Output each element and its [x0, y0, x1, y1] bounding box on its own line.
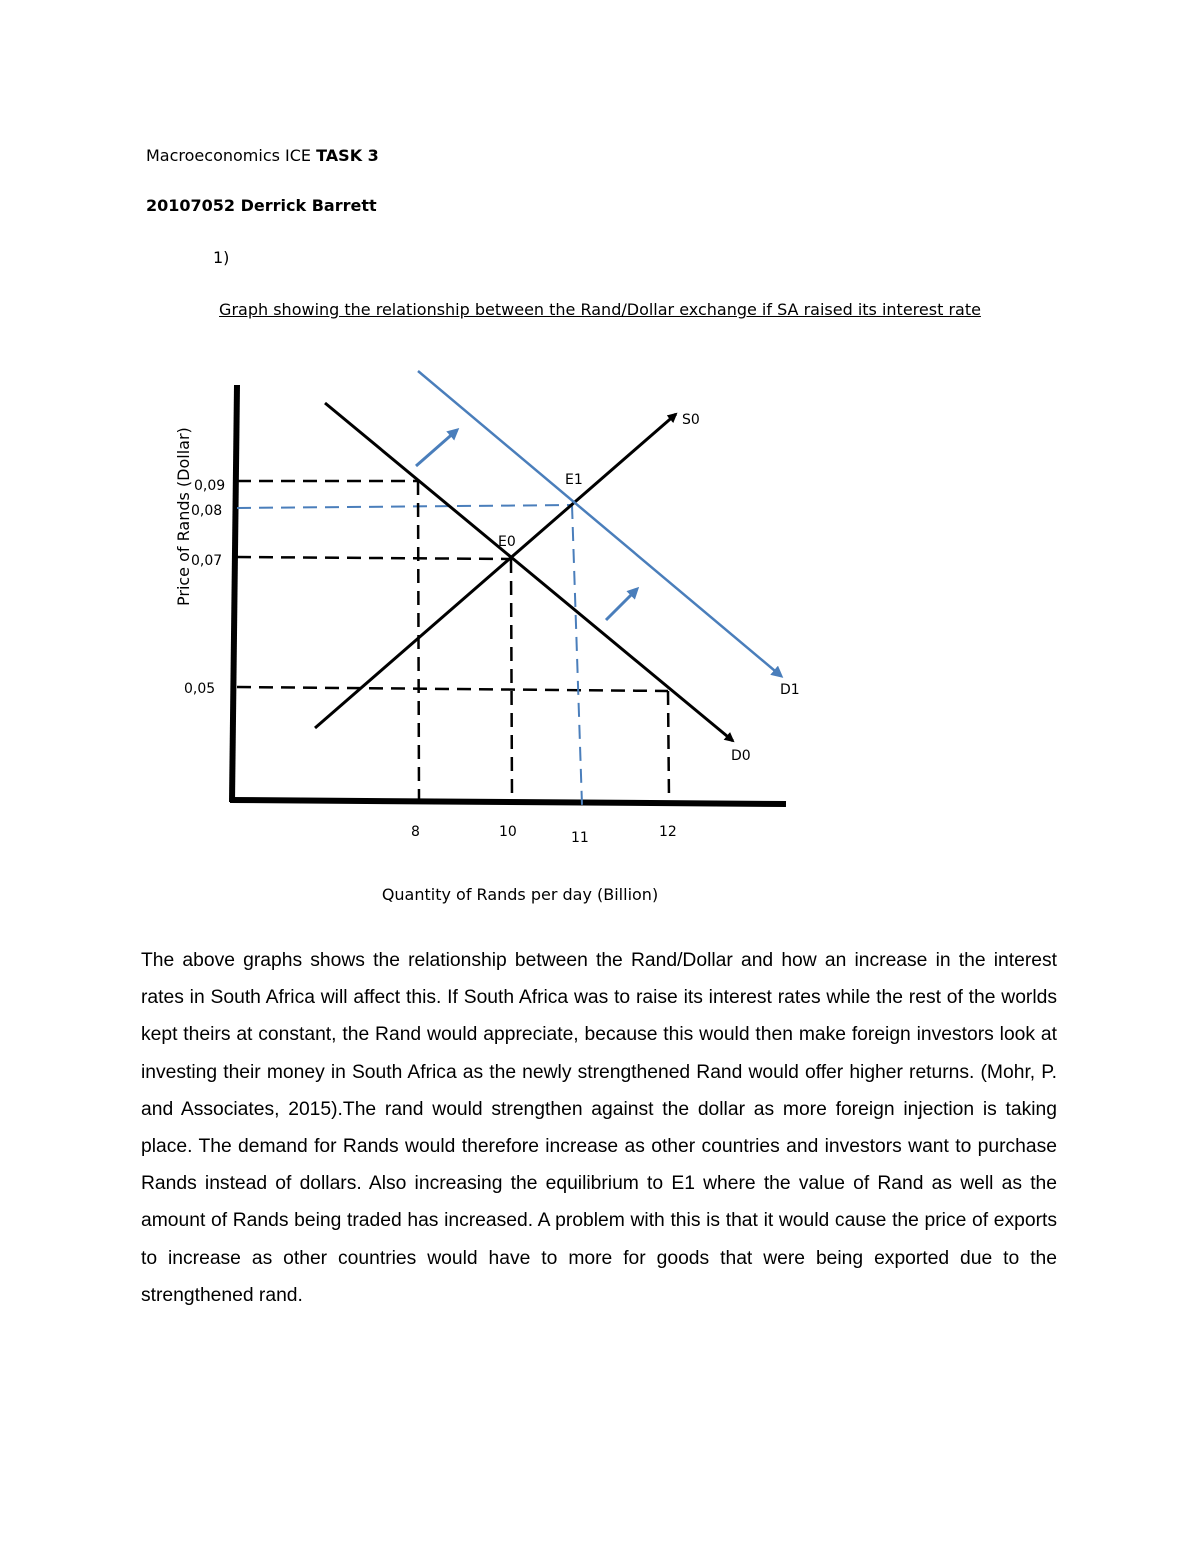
- x-tick-11: 11: [571, 830, 589, 846]
- supply-curve-s0: [315, 414, 676, 728]
- shift-arrow-lower: [606, 589, 637, 620]
- label-e1: E1: [565, 472, 583, 488]
- label-d1: D1: [780, 682, 800, 698]
- y-axis: [232, 385, 237, 802]
- y-tick-0-07: 0,07: [191, 553, 223, 569]
- x-axis-title: Quantity of Rands per day (Billion): [381, 885, 659, 904]
- guide-q12: [668, 691, 669, 800]
- guide-0-05: [237, 687, 668, 691]
- x-tick-10: 10: [499, 824, 517, 840]
- guide-0-08: [237, 505, 572, 508]
- guide-q8: [418, 481, 419, 800]
- x-tick-12: 12: [659, 824, 677, 840]
- x-tick-8: 8: [411, 824, 420, 840]
- question-number: 1): [213, 248, 230, 267]
- label-e0: E0: [498, 534, 516, 550]
- guide-q10: [511, 559, 512, 800]
- graph-title: Graph showing the relationship between the Rand/Dollar exchange if SA raised its interest rate: [219, 300, 981, 319]
- x-axis: [230, 800, 786, 804]
- guide-0-07: [237, 557, 511, 559]
- y-tick-0-05: 0,05: [184, 681, 216, 697]
- body-paragraph: The above graphs shows the relationship between the Rand/Dollar and how an increase in the interest rates in South Africa will affect this. If South Africa was to raise its interest rates while the rest of the worlds kept theirs at constant, the Rand would appreciate, because this would then make foreign investors look at investing their money in South Africa as the newly strengthened Rand would offer higher returns. (Mohr, P. and Associates, 2015).The rand would strengthen against the dollar as more foreign injection is taking place. The demand for Rands would therefore increase as other countries and investors want to purchase Rands instead of dollars. Also increasing the equilibrium to E1 where the value of Rand as well as the amount of Rands being traded has increased. A problem with this is that it would cause the price of exports to increase as other countries would have to more for goods that were being exported due to the strengthened rand.: [141, 950, 1057, 1306]
- label-s0: S0: [682, 412, 700, 428]
- y-tick-0-09: 0,09: [194, 478, 226, 494]
- shift-arrow-upper: [416, 430, 457, 466]
- title-task: TASK 3: [316, 146, 379, 165]
- title-prefix: Macroeconomics ICE: [146, 146, 312, 165]
- y-tick-0-08: 0,08: [191, 503, 223, 519]
- y-axis-title: Price of Rands (Dollar): [174, 427, 193, 606]
- label-d0: D0: [731, 748, 751, 764]
- student-id-name: 20107052 Derrick Barrett: [146, 196, 377, 215]
- guide-q11: [572, 505, 582, 805]
